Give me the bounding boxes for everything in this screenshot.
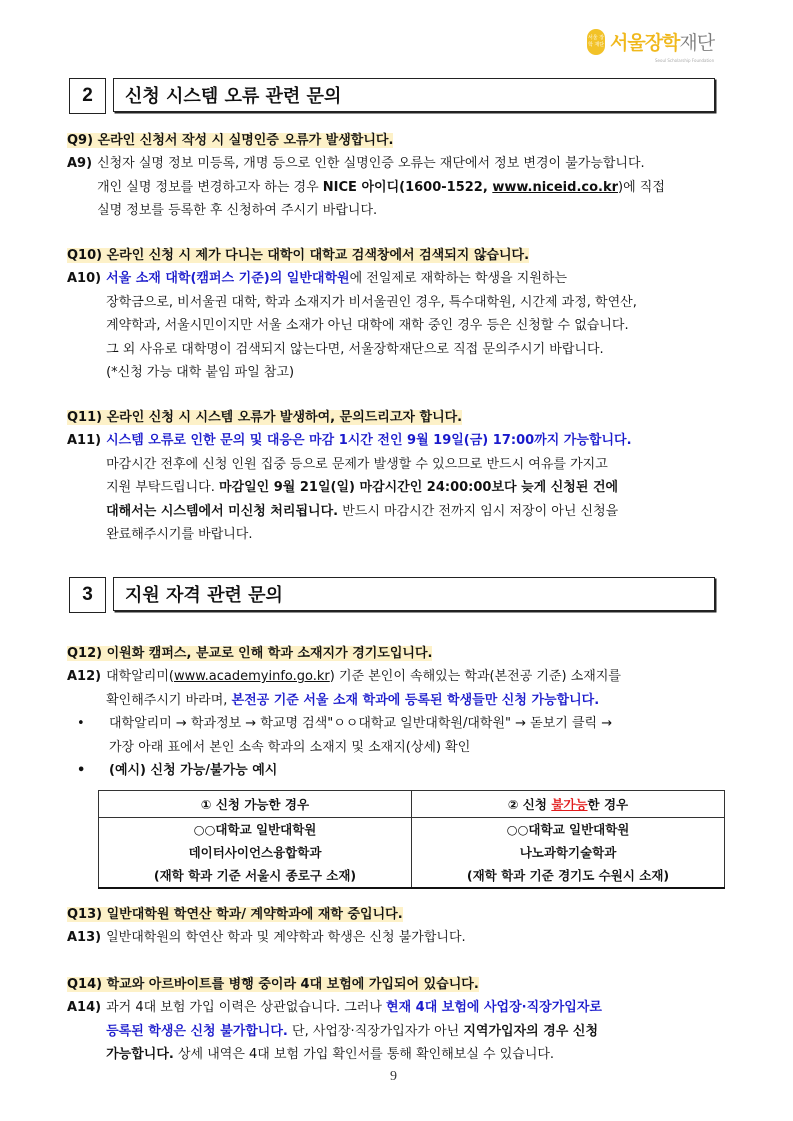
section-number: 2 [69, 78, 106, 114]
answer-line [106, 1020, 727, 1043]
answer-text: 상세 내역은 4대 보험 가입 확인서를 통해 확인해보실 수 있습니다. [173, 1047, 555, 1063]
academyinfo-link[interactable]: www.academyinfo.go.kr [173, 669, 330, 685]
question-text: Q9) 온라인 신청서 작성 시 실명인증 오류가 발생합니다. [67, 133, 394, 148]
table-cell: 나노과학기술학과 [412, 841, 725, 864]
question [67, 406, 727, 429]
answer-text: 과거 4대 보험 가입 이력은 상관없습니다. 그러나 [106, 1000, 387, 1016]
answer-text: 지원 부탁드립니다. [106, 480, 219, 496]
answer-highlight: 현재 4대 보험에 사업장·직장가입자로 [386, 1000, 602, 1016]
logo-wordmark [610, 28, 714, 55]
answer-line [59, 176, 727, 199]
bullet-item [67, 712, 727, 759]
table-header-row [99, 791, 725, 818]
logo-tagline: Seoul Scholarship Foundation [655, 58, 715, 63]
foundation-logo [587, 28, 714, 55]
answer-highlight: 서울 소재 대학(캠퍼스 기준)의 일반대학원 [106, 271, 350, 287]
faq-q11 [67, 406, 727, 546]
answer-label: A11) [67, 433, 102, 449]
table-row [99, 864, 725, 888]
table-cell: (재학 학과 기준 서울시 종로구 소재) [99, 864, 412, 888]
header-text: ② 신청 [507, 797, 552, 812]
answer-line: (*신청 가능 대학 붙임 파일 참고) [106, 365, 295, 381]
answer-line: 장학금으로, 비서울권 대학, 학과 소재지가 비서울권인 경우, 특수대학원, 시간제 과정, 학연산, [106, 294, 637, 310]
section-3-header [69, 577, 715, 613]
answer-bold-text: 가능합니다. [106, 1047, 174, 1063]
answer-line: 일반대학원의 학연산 학과 및 계약학과 학생은 신청 불가합니다. [106, 930, 466, 946]
answer-line: 실명 정보를 등록한 후 신청하여 주시기 바랍니다. [97, 203, 378, 219]
answer-highlight: 본전공 기준 서울 소재 학과에 등록된 학생들만 신청 가능합니다. [231, 692, 600, 708]
answer-text: 반드시 마감시간 전까지 임시 저장이 아닌 신청을 [338, 503, 619, 519]
answer-label: A9) [67, 156, 93, 172]
question-text: Q13) 일반대학원 학연산 학과/ 계약학과에 재학 중입니다. [67, 907, 403, 922]
answer-text: 개인 실명 정보를 변경하고자 하는 경우 [97, 179, 323, 195]
answer [67, 996, 727, 1066]
answer-text: 확인해주시기 바라며, [106, 692, 232, 708]
answer-highlight: 시스템 오류로 인한 문의 및 대응은 마감 1시간 전인 9월 19일(금) 17:00까지 가능합니다. [106, 433, 632, 449]
answer-line [106, 665, 727, 688]
answer-bold-text: 지역가입자의 경우 신청 [463, 1023, 599, 1039]
answer-line: 계약학과, 서울시민이지만 서울 소재가 아닌 대학에 재학 중인 경우 등은 신청할 수 없습니다. [106, 318, 629, 334]
table-cell: ○○대학교 일반대학원 [99, 818, 412, 842]
answer-line [106, 476, 727, 499]
answer [67, 665, 727, 712]
section-title: 지원 자격 관련 문의 [113, 577, 715, 611]
question-text: Q14) 학교와 아르바이트를 병행 중이라 4대 보험에 가입되어 있습니다. [67, 977, 479, 992]
answer-label: A12) [67, 669, 102, 685]
answer-text: 단, 사업장·직장가입자가 아닌 [287, 1023, 464, 1039]
header-red-text: 불가능 [551, 797, 588, 812]
logo-text-main: 서울장학 [610, 32, 680, 54]
answer-line [106, 500, 727, 523]
question-text: Q11) 온라인 신청 시 시스템 오류가 발생하여, 문의드리고자 합니다. [67, 410, 463, 425]
answer [67, 926, 727, 949]
table-cell: 데이터사이언스융합학과 [99, 841, 412, 864]
bullet-line: • 대학알리미 → 학과정보 → 학교명 검색"ㅇㅇ대학교 일반대학원/대학원" → 돋보기 클릭 → [109, 716, 613, 732]
question [67, 129, 727, 152]
table-row [99, 841, 725, 864]
answer-text: 대학알리미( [106, 669, 174, 685]
bullet-line: 가장 아래 표에서 본인 소속 학과의 소재지 및 소재지(상세) 확인 [109, 739, 471, 755]
section-2-header [69, 78, 715, 114]
page-number: 9 [390, 1069, 397, 1084]
section-number: 3 [69, 577, 106, 613]
answer-text: )에 직접 [618, 179, 665, 195]
table-header-eligible: ① 신청 가능한 경우 [99, 791, 412, 818]
table-cell: (재학 학과 기준 경기도 수원시 소재) [412, 864, 725, 888]
answer-label: A10) [67, 271, 102, 287]
answer-line [106, 1043, 727, 1066]
answer-label: A13) [67, 930, 102, 946]
answer [67, 152, 727, 222]
faq-q10 [67, 244, 727, 384]
faq-q14 [67, 973, 727, 1067]
section-title: 신청 시스템 오류 관련 문의 [113, 78, 715, 112]
question [67, 642, 727, 665]
example-table [98, 790, 725, 889]
answer-line [106, 689, 727, 712]
bullet-line: • (예시) 신청 가능/불가능 예시 [109, 763, 278, 779]
answer-highlight: 등록된 학생은 신청 불가합니다. [106, 1023, 288, 1039]
answer-line [106, 996, 727, 1019]
question [67, 244, 727, 267]
header-text: 한 경우 [587, 797, 629, 812]
answer-text: ) 기준 본인이 속해있는 학과(본전공 기준) 소재지를 [329, 669, 621, 685]
answer-line: 마감시간 전후에 신청 인원 집중 등으로 문제가 발생할 수 있으므로 반드시 여유를 가지고 [106, 456, 608, 472]
question [67, 973, 727, 996]
answer-bold-text: NICE 아이디(1600-1522, [322, 179, 493, 195]
bullet-item [67, 759, 727, 782]
answer-bold-text: 마감일인 9월 21일(일) 마감시간인 24:00:00보다 늦게 신청된 건에 [218, 480, 619, 496]
answer [67, 267, 727, 384]
answer-line [106, 267, 727, 290]
question-text: Q12) 이원화 캠퍼스, 분교로 인해 학과 소재지가 경기도입니다. [67, 646, 433, 661]
answer-line: 그 외 사유로 대학명이 검색되지 않는다면, 서울장학재단으로 직접 문의주시기 바랍니다. [106, 341, 604, 357]
logo-text-sub: 재단 [679, 32, 715, 54]
answer-line: 완료해주시기를 바랍니다. [106, 527, 253, 543]
faq-q12 [67, 642, 727, 782]
table-header-ineligible [412, 791, 725, 818]
answer-text: 에 전일제로 재학하는 학생을 지원하는 [349, 271, 568, 287]
answer-bold-text: 대해서는 시스템에서 미신청 처리됩니다. [106, 503, 339, 519]
question-text: Q10) 온라인 신청 시 제가 다니는 대학이 대학교 검색창에서 검색되지 않습니다. [67, 248, 530, 263]
answer [67, 429, 727, 546]
table-row [99, 818, 725, 842]
table-cell: ○○대학교 일반대학원 [412, 818, 725, 842]
faq-q9 [67, 129, 727, 223]
faq-q13 [67, 903, 727, 950]
logo-badge-icon: 서울 장학 재단 [587, 29, 605, 55]
question [67, 903, 727, 926]
niceid-link[interactable]: www.niceid.co.kr [492, 179, 619, 195]
answer-line: 신청자 실명 정보 미등록, 개명 등으로 인한 실명인증 오류는 재단에서 정보 변경이 불가능합니다. [97, 156, 645, 172]
answer-label: A14) [67, 1000, 102, 1016]
